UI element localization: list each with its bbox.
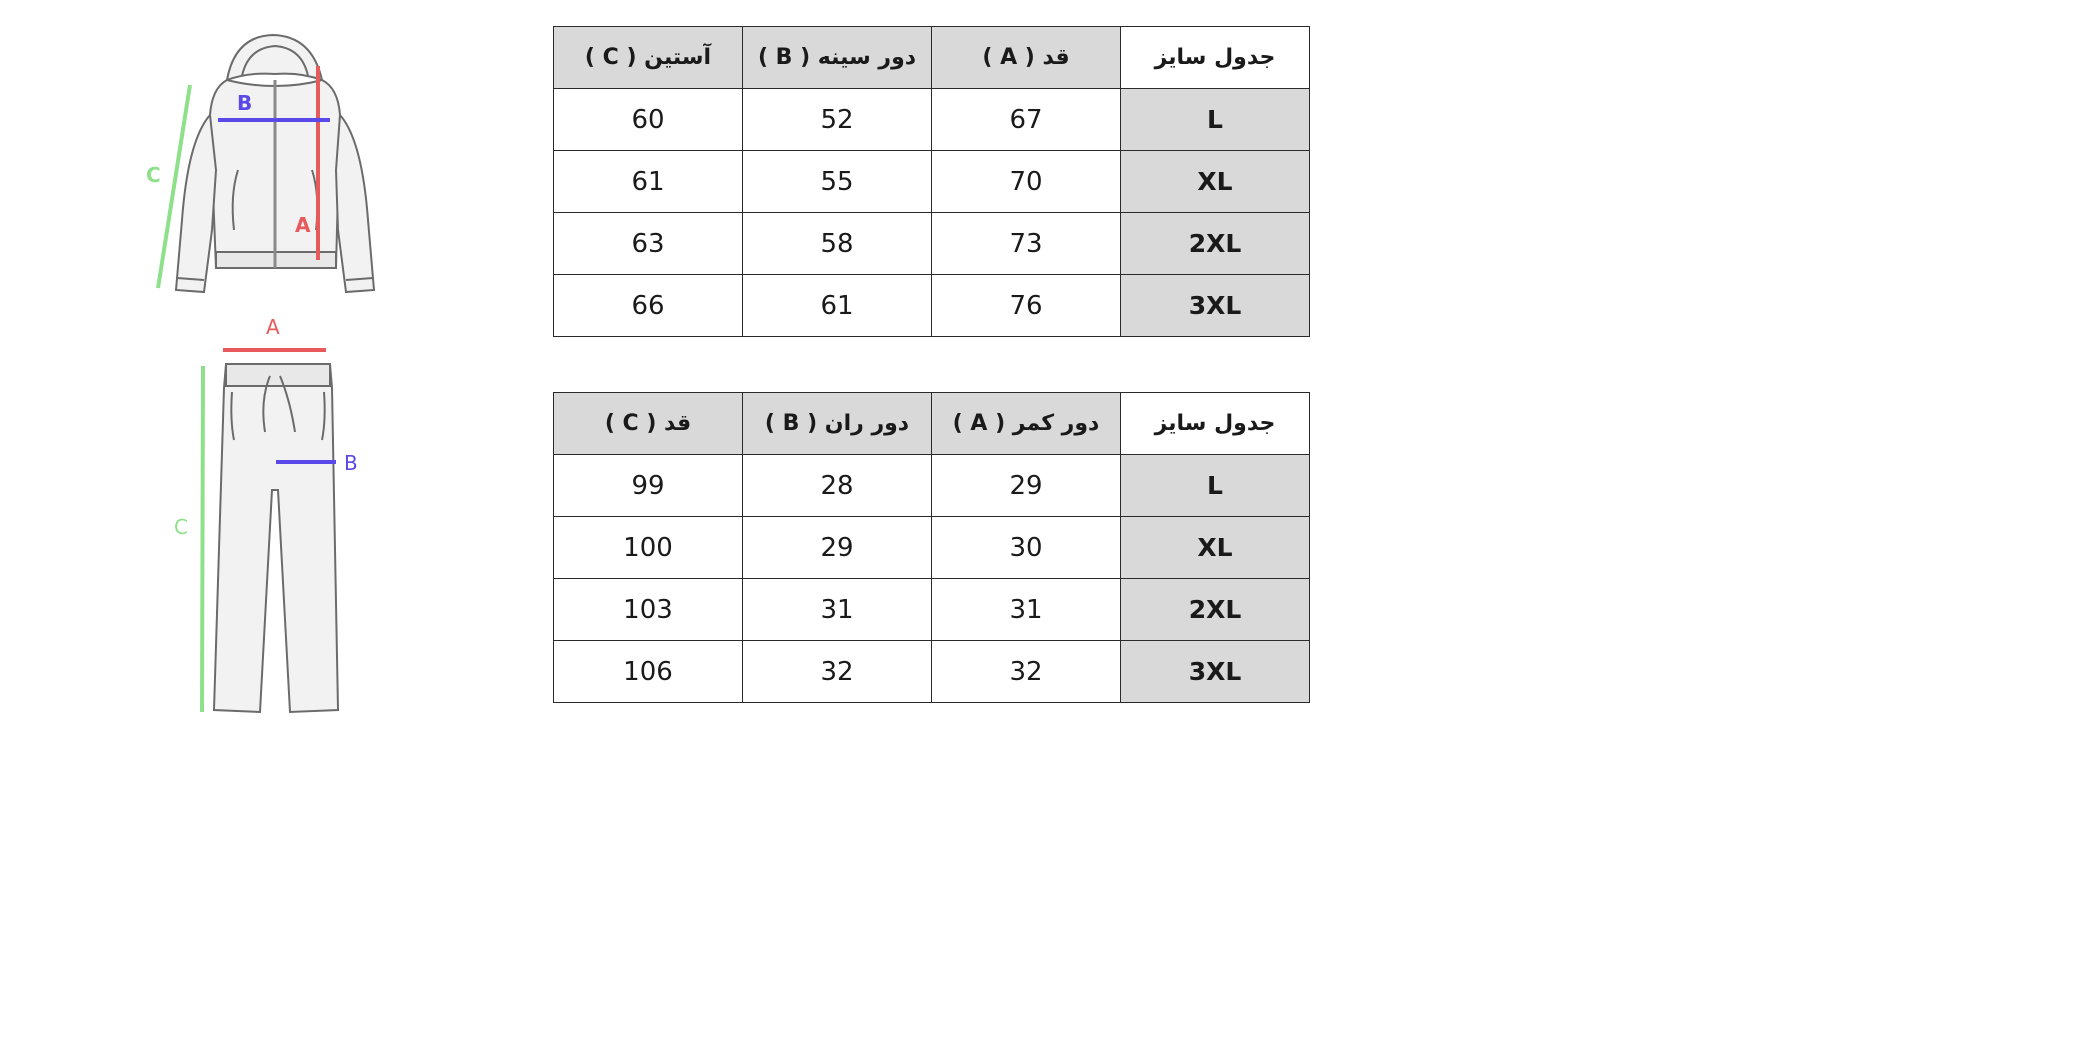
cell-b: 52 — [743, 89, 932, 151]
cell-b: 31 — [743, 579, 932, 641]
cell-size: L — [1121, 89, 1310, 151]
cell-size: L — [1121, 455, 1310, 517]
jacket-label-c: C — [146, 163, 161, 187]
jacket-label-a: A — [295, 213, 311, 237]
cell-b: 61 — [743, 275, 932, 337]
table-row — [554, 455, 1310, 517]
table-row — [554, 89, 1310, 151]
cell-a: 76 — [932, 275, 1121, 337]
cell-b: 55 — [743, 151, 932, 213]
header-a: قد ( A ) — [932, 27, 1121, 89]
cell-a: 30 — [932, 517, 1121, 579]
cell-c: 106 — [554, 641, 743, 703]
cell-size: XL — [1121, 151, 1310, 213]
cell-b: 29 — [743, 517, 932, 579]
jacket-illustration — [176, 35, 374, 292]
cell-c: 66 — [554, 275, 743, 337]
header-a: دور کمر ( A ) — [932, 393, 1121, 455]
cell-a: 32 — [932, 641, 1121, 703]
cell-size: 3XL — [1121, 275, 1310, 337]
cell-b: 58 — [743, 213, 932, 275]
header-corner: جدول سایز — [1121, 27, 1310, 89]
pants-size-table — [553, 392, 1310, 703]
table-row — [554, 517, 1310, 579]
pants-label-c: C — [174, 515, 188, 539]
cell-b: 32 — [743, 641, 932, 703]
cell-size: XL — [1121, 517, 1310, 579]
header-corner: جدول سایز — [1121, 393, 1310, 455]
jacket-label-b: B — [237, 91, 253, 115]
header-c: آستین ( C ) — [554, 27, 743, 89]
cell-size: 3XL — [1121, 641, 1310, 703]
cell-size: 2XL — [1121, 579, 1310, 641]
garment-illustrations — [130, 20, 410, 760]
table-row — [554, 641, 1310, 703]
table-row — [554, 213, 1310, 275]
cell-a: 67 — [932, 89, 1121, 151]
pants-measure-c-line — [202, 366, 203, 712]
cell-c: 63 — [554, 213, 743, 275]
jacket-size-table — [553, 26, 1310, 337]
cell-a: 31 — [932, 579, 1121, 641]
header-c: قد ( C ) — [554, 393, 743, 455]
table-header-row — [554, 27, 1310, 89]
cell-c: 60 — [554, 89, 743, 151]
cell-a: 29 — [932, 455, 1121, 517]
cell-size: 2XL — [1121, 213, 1310, 275]
table-row — [554, 579, 1310, 641]
cell-c: 103 — [554, 579, 743, 641]
cell-c: 99 — [554, 455, 743, 517]
cell-a: 73 — [932, 213, 1121, 275]
cell-a: 70 — [932, 151, 1121, 213]
table-header-row — [554, 393, 1310, 455]
header-b: دور سینه ( B ) — [743, 27, 932, 89]
cell-c: 61 — [554, 151, 743, 213]
table-row — [554, 275, 1310, 337]
pants-label-a: A — [266, 315, 280, 339]
cell-c: 100 — [554, 517, 743, 579]
pants-illustration — [214, 364, 338, 712]
header-b: دور ران ( B ) — [743, 393, 932, 455]
pants-label-b: B — [344, 451, 358, 475]
cell-b: 28 — [743, 455, 932, 517]
table-row — [554, 151, 1310, 213]
